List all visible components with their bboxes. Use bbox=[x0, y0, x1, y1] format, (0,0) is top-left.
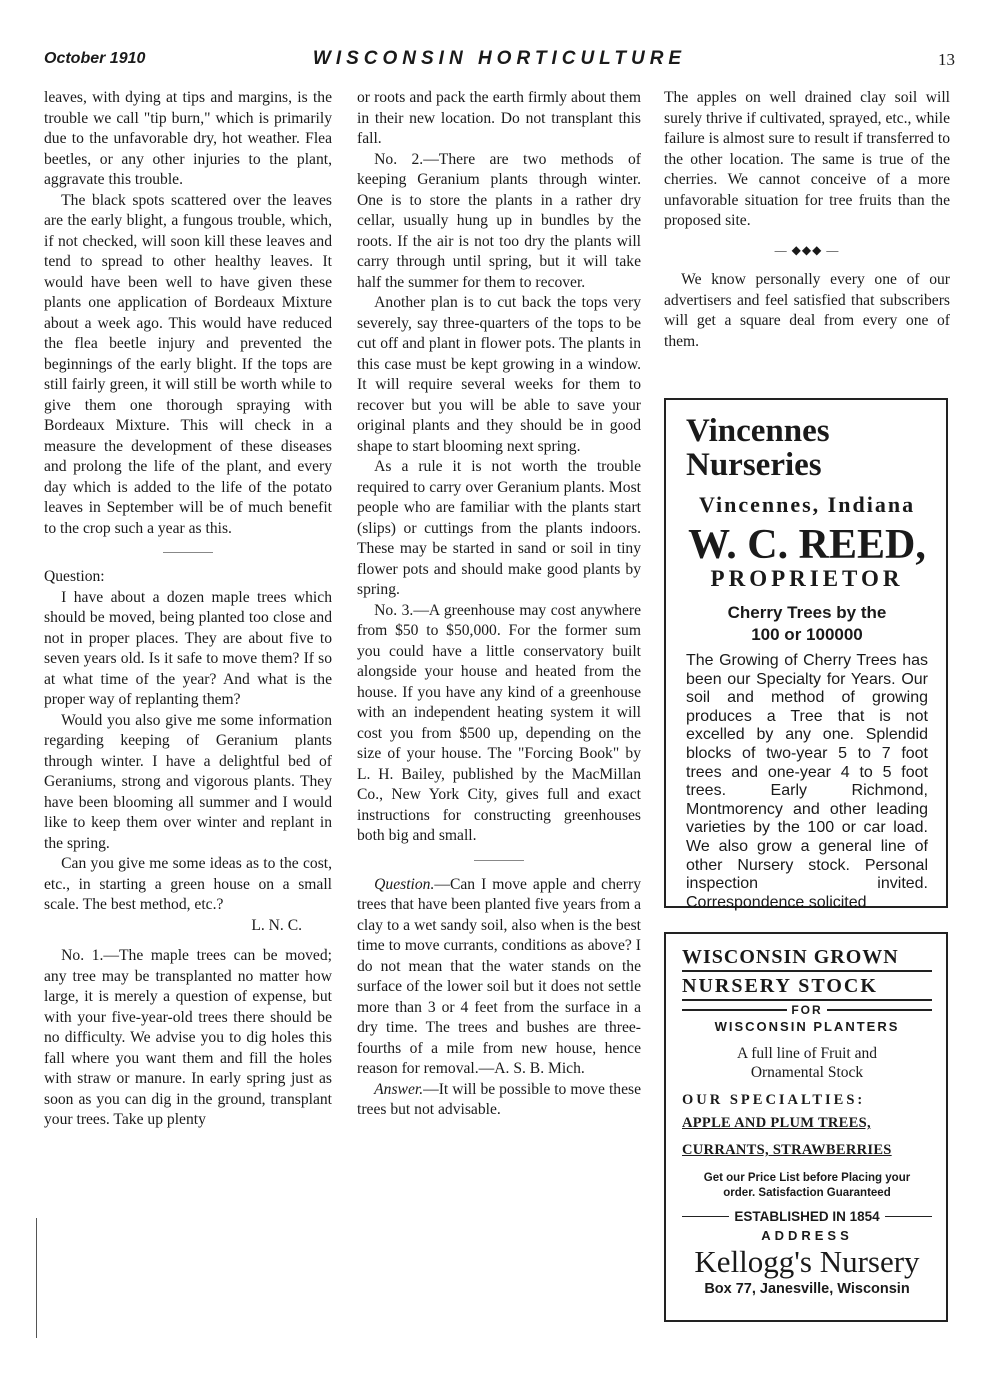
ornament-divider: — ◆◆◆ — bbox=[774, 242, 840, 257]
paragraph bbox=[357, 875, 641, 1080]
paragraph: Can you give me some ideas as to the cost, etc., in starting a green house on a small scale. The best method, etc.? bbox=[44, 855, 332, 913]
margin-line bbox=[36, 1218, 37, 1338]
ad-line: Ornamental Stock bbox=[750, 1064, 864, 1081]
ad-address: Box 77, Janesville, Wisconsin bbox=[704, 1281, 910, 1297]
paragraph: As a rule it is not worth the trouble required to carry over Geranium plants. Most people who are familiar with the plants start (slips) or cuttings from the plants indoors. These may be started in sand or soil in tiny flower pots and should make good plants by spring. bbox=[357, 458, 641, 598]
paragraph: No. 1.—The maple trees can be moved; any tree may be transplanted no matter how large, it is merely a question of expense, but with your five-year-old trees there should be no difficulty. We advise you to dig holes this fall where you want them and fill the holes with straw or manure. In early spring just as soon as you can dig in the ground, transplant your trees. Take up plenty bbox=[44, 947, 332, 1128]
ad-body: The Growing of Cherry Trees has been our Specialty for Years. Our soil and method of growing produces a Tree that is not excelled by any one. Splendid blocks of two-year 5 to 7 foot trees and one-year 4 to 5 foot trees. Early Richmond, Montmorency and other leading varieties by the 100 or car load. We also grow a general line of other Nursery stock. Personal inspection invited. Correspondence solicited bbox=[686, 652, 928, 911]
page-header bbox=[44, 50, 955, 76]
page-number: 13 bbox=[938, 50, 955, 69]
paragraph: We know personally every one of our advertisers and feel satisfied that subscribers will get a square deal from every one of them. bbox=[664, 271, 950, 350]
ad-for-line: FOR bbox=[682, 1003, 932, 1017]
ad-specialties-label: OUR SPECIALTIES: bbox=[682, 1092, 866, 1108]
paragraph: I have about a dozen maple trees which should be moved, being planted too close and not in proper places. They are about five to seven years old. Is it safe to move them? If so at what time of the year? And what is the proper way of replanting them? bbox=[44, 588, 332, 708]
column-3 bbox=[664, 88, 950, 352]
column-2 bbox=[357, 88, 641, 1121]
paragraph: No. 2.—There are two methods of keeping Geranium plants through winter. One is to store the plants in a rather dry cellar, usually hung up in bundles by the roots. If the air is not too dry the plants will carry through until spring, but it will take half the summer for them to recover. bbox=[357, 150, 641, 291]
ad-title: Vincennes bbox=[686, 413, 830, 449]
question-text: —Can I move apple and cherry trees that have been planted five years from a clay to a wet sandy soil, also when is the best time to move currants, conditions as above? I do not mean that the water stands on the surface of the lower soil but it does not settle more than 3 or 4 feet from the surface in a dry time. The trees and bushes are three-fourths of a mile from new house, hence reason for removal.—A. S. B. Mich. bbox=[357, 875, 641, 1077]
paragraph: The black spots scattered over the leaves are the early blight, a fungous trouble, which, if not checked, will soon kill these leaves and tend to spread to other healthy leaves. It would have been well to have given these plants one application of Bordeaux Mixture about a week ago. This would have reduced the flea beetle injury and prevented the beginnings of the early blight. If the tops are still fairly green, it will still be worth while to give them one thorough spraying with Bordeaux Mixture. This will check in a measure the development of these diseases and prolong the life of the plant, and every day which is added to the life of the potato leaves in September will be of much benefit to the crop such a year as this. bbox=[44, 191, 332, 537]
question-label: Question. bbox=[374, 875, 435, 893]
paragraph: Another plan is to cut back the tops very severely, say three-quarters of the tops to be cut off and plant in flower pots. The plants in this case must be kept growing in a window. It will require several weeks for them to recover but you will be able to save your original plants and they should be in good shape to start blooming next spring. bbox=[357, 294, 641, 455]
ad-headline: NURSERY STOCK bbox=[682, 975, 932, 1001]
divider bbox=[474, 860, 524, 861]
answer-text: —It will be possible to move these trees but not advisable. bbox=[357, 1080, 641, 1118]
journal-title: WISCONSIN HORTICULTURE bbox=[312, 48, 687, 69]
ad-city: Vincennes, Indiana bbox=[698, 492, 916, 517]
ad-specialty: APPLE AND PLUM TREES, bbox=[682, 1115, 871, 1131]
paragraph: leaves, with dying at tips and margins, is the trouble we call "tip burn," which is primarily due to the unfavorable dry, hot weather. Flea beetles, or any other injuries to the plant, aggravate this trouble. bbox=[44, 89, 332, 188]
signature: L. N. C. bbox=[251, 916, 302, 934]
ad-proprietor-name: W. C. REED, bbox=[688, 522, 926, 568]
paragraph bbox=[357, 1080, 641, 1121]
question-label: Question: bbox=[44, 568, 105, 585]
column-1 bbox=[44, 88, 332, 1131]
ad-subheadline: WISCONSIN PLANTERS bbox=[714, 1019, 900, 1034]
kelloggs-nursery-ad bbox=[664, 932, 948, 1322]
paragraph: The apples on well drained clay soil will surely thrive if cultivated, sprayed, etc., while failure is almost sure to result if transferred to the other location. The same is true of the cherries. We cannot conceive of a more unfavorable situation for tree fruits than the proposed site. bbox=[664, 89, 950, 229]
ad-tagline: Cherry Trees by the bbox=[727, 603, 887, 622]
paragraph: Would you also give me some information regarding keeping of Geranium plants through winter. I have a delightful bed of Geraniums, strong and vigorous plants. They have been blooming all summer and I would like to keep them over winter and replant in the spring. bbox=[44, 711, 332, 852]
ad-specialty: CURRANTS, STRAWBERRIES bbox=[682, 1142, 892, 1158]
ad-address-label: ADDRESS bbox=[761, 1228, 853, 1243]
ad-proprietor-label: PROPRIETOR bbox=[710, 566, 904, 591]
paragraph: No. 3.—A greenhouse may cost anywhere from $50 to $50,000. For the former sum you could have a little conservatory built alongside your house and heated from the house. If you have any kind of a greenhouse with an independent heating system it will cost you from $500 up, depending on the size of your house. The "Forcing Book" by L. H. Bailey, published by the MacMillan Co., New York City, gives full and exact instructions for constructing greenhouses both big and small. bbox=[357, 601, 641, 844]
ad-price-note: order. Satisfaction Guaranteed bbox=[723, 1187, 891, 1199]
ad-line: A full line of Fruit and bbox=[737, 1045, 877, 1062]
ad-established: ESTABLISHED IN 1854 bbox=[682, 1209, 932, 1224]
ad-company-name: Kellogg's Nursery bbox=[694, 1244, 920, 1279]
ad-headline: WISCONSIN GROWN bbox=[682, 946, 932, 972]
answer-label: Answer. bbox=[374, 1080, 424, 1098]
ad-tagline: 100 or 100000 bbox=[751, 625, 863, 644]
divider bbox=[163, 552, 213, 553]
vincennes-nurseries-ad bbox=[664, 398, 948, 911]
ad-price-note: Get our Price List before Placing your bbox=[703, 1172, 911, 1184]
issue-date: October 1910 bbox=[44, 50, 146, 67]
ad-title: Nurseries bbox=[686, 447, 822, 483]
paragraph: or roots and pack the earth firmly about them in their new location. Do not transplant this fall. bbox=[357, 89, 641, 147]
